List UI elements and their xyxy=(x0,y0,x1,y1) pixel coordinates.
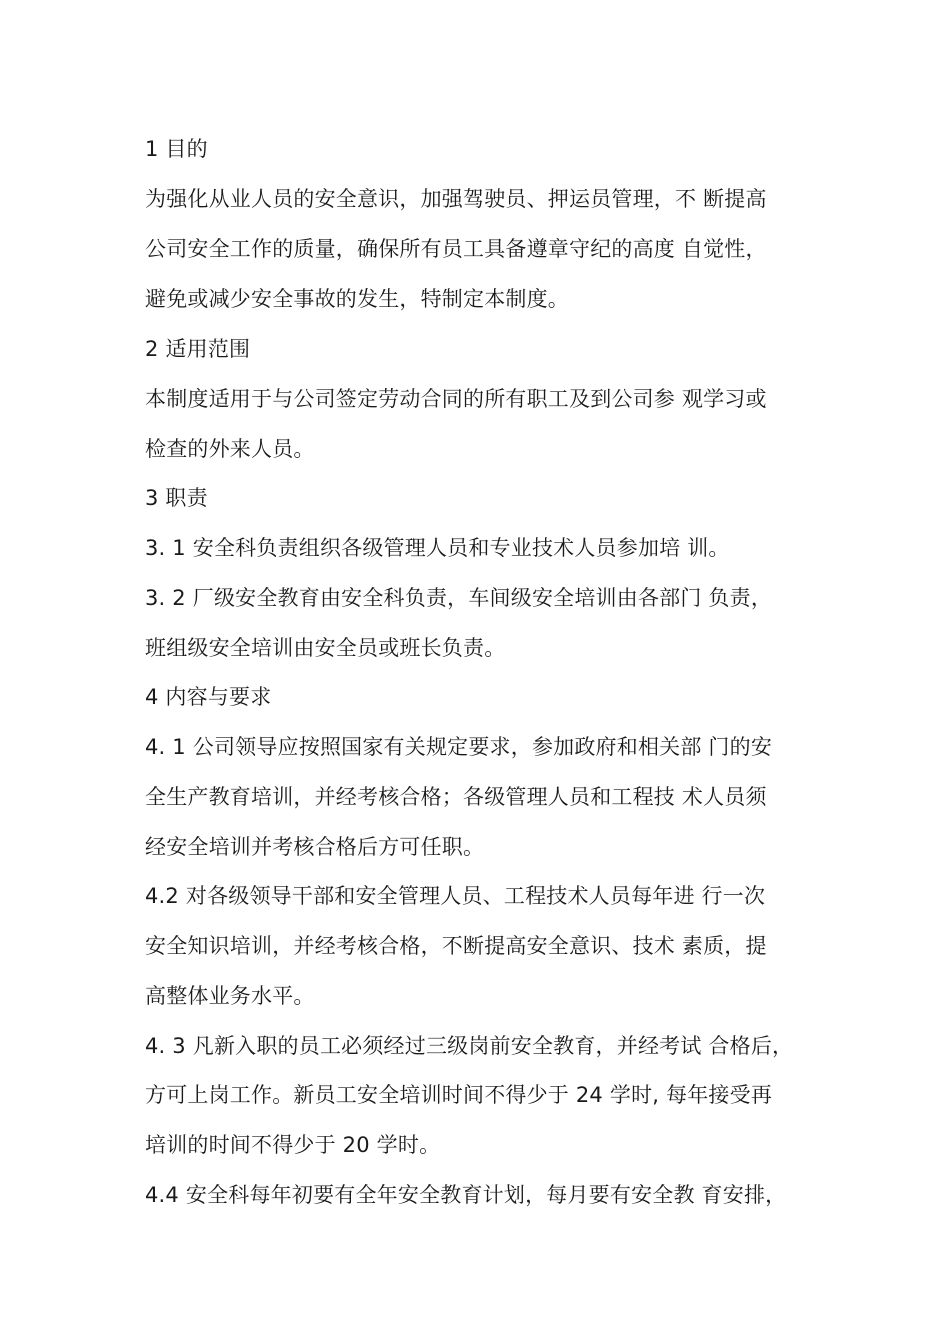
paragraph-line: 4. 3 凡新入职的员工必须经过三级岗前安全教育，并经考试 合格后， xyxy=(145,1034,794,1058)
paragraph-line: 公司安全工作的质量，确保所有员工具备遵章守纪的高度 自觉性， xyxy=(145,237,767,261)
paragraph-line: 全生产教育培训，并经考核合格；各级管理人员和工程技 术人员须 xyxy=(145,785,767,809)
paragraph-line: 经安全培训并考核合格后方可任职。 xyxy=(145,835,485,859)
section-heading-purpose: 1 目的 xyxy=(145,137,208,161)
paragraph-line: 方可上岗工作。新员工安全培训时间不得少于 24 学时, 每年接受再 xyxy=(145,1083,773,1107)
paragraph-line: 安全知识培训，并经考核合格，不断提高安全意识、技术 素质，提 xyxy=(145,934,767,958)
paragraph-line: 班组级安全培训由安全员或班长负责。 xyxy=(145,636,506,660)
paragraph-line: 培训的时间不得少于 20 学时。 xyxy=(145,1133,441,1157)
paragraph-line: 3. 2 厂级安全教育由安全科负责，车间级安全培训由各部门 负责， xyxy=(145,586,773,610)
paragraph-line: 为强化从业人员的安全意识，加强驾驶员、押运员管理，不 断提高 xyxy=(145,187,767,211)
paragraph-line: 避免或减少安全事故的发生，特制定本制度。 xyxy=(145,287,569,311)
paragraph-line: 本制度适用于与公司签定劳动合同的所有职工及到公司参 观学习或 xyxy=(145,387,767,411)
paragraph-line: 4. 1 公司领导应按照国家有关规定要求，参加政府和相关部 门的安 xyxy=(145,735,773,759)
paragraph-line: 3. 1 安全科负责组织各级管理人员和专业技术人员参加培 训。 xyxy=(145,536,730,560)
paragraph-line: 4.2 对各级领导干部和安全管理人员、工程技术人员每年进 行一次 xyxy=(145,884,766,908)
section-heading-responsibilities: 3 职责 xyxy=(145,486,208,510)
paragraph-line: 4.4 安全科每年初要有全年安全教育计划，每月要有安全教 育安排， xyxy=(145,1183,787,1207)
section-heading-scope: 2 适用范围 xyxy=(145,337,251,361)
paragraph-line: 高整体业务水平。 xyxy=(145,984,315,1008)
section-heading-requirements: 4 内容与要求 xyxy=(145,685,272,709)
paragraph-line: 检查的外来人员。 xyxy=(145,437,315,461)
